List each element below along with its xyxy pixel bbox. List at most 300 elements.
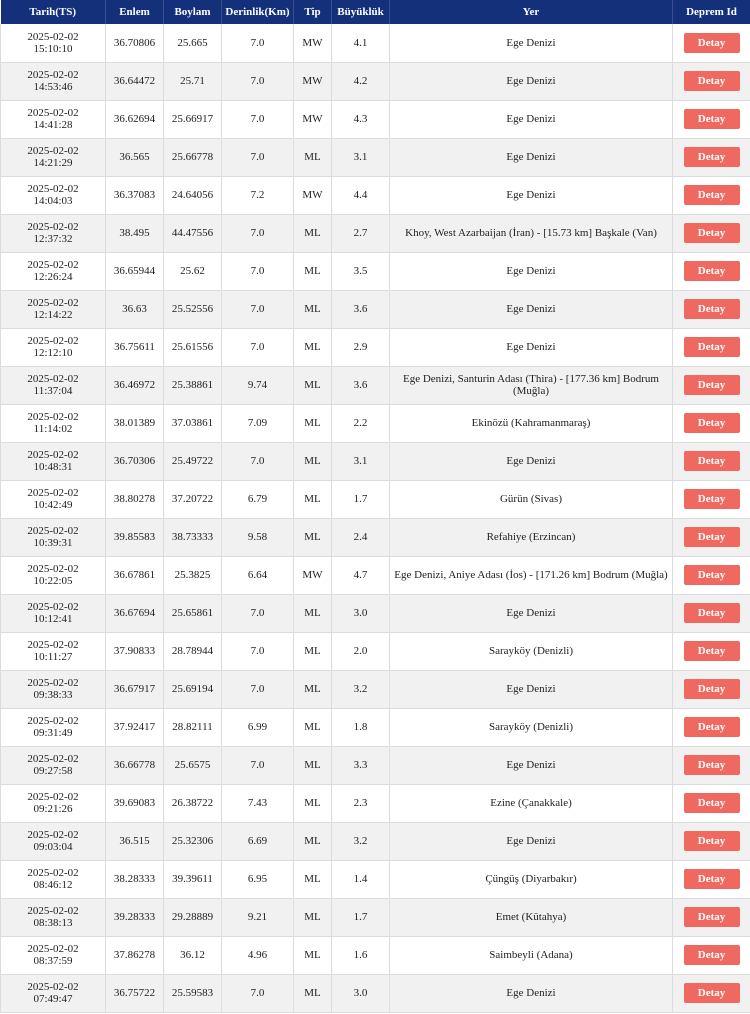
cell-latitude: 38.01389 [106, 404, 164, 442]
cell-type: ML [294, 442, 332, 480]
cell-time: 09:21:26 [33, 803, 73, 815]
cell-location: Gürün (Sivas) [390, 480, 673, 518]
cell-depth: 4.96 [222, 936, 294, 974]
cell-date: 2025-02-02 [27, 829, 79, 841]
cell-location: Ege Denizi [390, 822, 673, 860]
cell-action [673, 290, 750, 328]
cell-latitude: 36.63 [106, 290, 164, 328]
cell-location: Emet (Kütahya) [390, 898, 673, 936]
cell-date: 2025-02-02 [27, 905, 79, 917]
cell-datetime [1, 518, 106, 556]
cell-location: Ege Denizi [390, 252, 673, 290]
table-header [1, 0, 750, 24]
cell-date: 2025-02-02 [27, 335, 79, 347]
cell-location: Sarayköy (Denizli) [390, 708, 673, 746]
cell-datetime [1, 974, 106, 1012]
detail-button[interactable]: Detay [684, 147, 740, 167]
cell-magnitude: 1.8 [332, 708, 390, 746]
header-quake-id[interactable]: Deprem Id [673, 0, 750, 24]
cell-type: ML [294, 974, 332, 1012]
cell-location: Ege Denizi [390, 974, 673, 1012]
cell-type: ML [294, 936, 332, 974]
cell-date: 2025-02-02 [27, 981, 79, 993]
cell-date: 2025-02-02 [27, 373, 79, 385]
cell-type: ML [294, 670, 332, 708]
cell-datetime [1, 784, 106, 822]
cell-time: 09:31:49 [33, 727, 73, 739]
table-row [1, 480, 750, 518]
table-row [1, 594, 750, 632]
cell-action [673, 366, 750, 404]
table-row [1, 138, 750, 176]
cell-latitude: 36.67694 [106, 594, 164, 632]
table-row [1, 936, 750, 974]
cell-depth: 6.99 [222, 708, 294, 746]
cell-time: 14:41:28 [33, 119, 73, 131]
table-row [1, 290, 750, 328]
cell-type: ML [294, 214, 332, 252]
cell-type: ML [294, 632, 332, 670]
cell-depth: 9.21 [222, 898, 294, 936]
cell-location: Ezine (Çanakkale) [390, 784, 673, 822]
detail-button[interactable]: Detay [684, 261, 740, 281]
cell-action [673, 556, 750, 594]
cell-latitude: 36.67917 [106, 670, 164, 708]
cell-depth: 7.0 [222, 24, 294, 62]
cell-time: 11:14:02 [33, 423, 73, 435]
cell-depth: 6.64 [222, 556, 294, 594]
detail-button[interactable]: Detay [684, 527, 740, 547]
cell-depth: 7.09 [222, 404, 294, 442]
cell-location: Ege Denizi [390, 290, 673, 328]
cell-magnitude: 2.3 [332, 784, 390, 822]
cell-magnitude: 3.6 [332, 366, 390, 404]
cell-action [673, 784, 750, 822]
detail-button[interactable]: Detay [684, 983, 740, 1003]
cell-datetime [1, 442, 106, 480]
cell-type: ML [294, 518, 332, 556]
cell-depth: 7.0 [222, 290, 294, 328]
table-row [1, 214, 750, 252]
table-row [1, 670, 750, 708]
detail-button[interactable]: Detay [684, 641, 740, 661]
cell-time: 10:22:05 [33, 575, 73, 587]
cell-magnitude: 2.9 [332, 328, 390, 366]
cell-latitude: 36.70806 [106, 24, 164, 62]
cell-date: 2025-02-02 [27, 677, 79, 689]
cell-latitude: 36.62694 [106, 100, 164, 138]
cell-depth: 7.0 [222, 632, 294, 670]
detail-button[interactable]: Detay [684, 869, 740, 889]
cell-latitude: 38.28333 [106, 860, 164, 898]
cell-longitude: 25.71 [164, 62, 222, 100]
cell-time: 15:10:10 [33, 42, 73, 55]
detail-button[interactable]: Detay [684, 337, 740, 357]
cell-datetime [1, 480, 106, 518]
cell-location: Ege Denizi [390, 442, 673, 480]
header-latitude[interactable]: Enlem [106, 0, 164, 24]
cell-magnitude: 3.6 [332, 290, 390, 328]
cell-type: ML [294, 860, 332, 898]
cell-location: Ege Denizi [390, 670, 673, 708]
cell-location: Ege Denizi, Aniye Adası (İos) - [171.26 km] Bodrum (Muğla) [390, 556, 673, 594]
cell-magnitude: 2.0 [332, 632, 390, 670]
cell-latitude: 36.515 [106, 822, 164, 860]
cell-datetime [1, 860, 106, 898]
cell-datetime [1, 632, 106, 670]
cell-depth: 7.0 [222, 442, 294, 480]
cell-depth: 7.0 [222, 138, 294, 176]
cell-magnitude: 3.2 [332, 670, 390, 708]
cell-location: Khoy, West Azarbaijan (İran) - [15.73 km] Başkale (Van) [390, 214, 673, 252]
cell-latitude: 36.37083 [106, 176, 164, 214]
cell-time: 07:49:47 [33, 993, 73, 1005]
header-depth[interactable]: Derinlik(Km) [222, 0, 294, 24]
cell-longitude: 24.64056 [164, 176, 222, 214]
cell-depth: 7.2 [222, 176, 294, 214]
cell-action [673, 936, 750, 974]
cell-location: Ege Denizi [390, 100, 673, 138]
cell-action [673, 632, 750, 670]
table-row [1, 974, 750, 1012]
detail-button[interactable]: Detay [684, 945, 740, 965]
detail-button[interactable]: Detay [684, 755, 740, 775]
cell-latitude: 39.69083 [106, 784, 164, 822]
cell-date: 2025-02-02 [27, 69, 79, 81]
cell-type: MW [294, 62, 332, 100]
header-magnitude[interactable]: Büyüklük [332, 0, 390, 24]
cell-latitude: 36.67861 [106, 556, 164, 594]
cell-action [673, 822, 750, 860]
cell-location: Ege Denizi [390, 138, 673, 176]
cell-time: 12:37:32 [33, 233, 73, 245]
cell-action [673, 62, 750, 100]
cell-type: ML [294, 594, 332, 632]
cell-latitude: 36.66778 [106, 746, 164, 784]
cell-date: 2025-02-02 [27, 449, 79, 461]
cell-longitude: 37.03861 [164, 404, 222, 442]
cell-location: Sarayköy (Denizli) [390, 632, 673, 670]
cell-type: ML [294, 480, 332, 518]
cell-date: 2025-02-02 [27, 107, 79, 119]
table-row [1, 100, 750, 138]
cell-action [673, 974, 750, 1012]
cell-type: MW [294, 24, 332, 62]
cell-date: 2025-02-02 [27, 639, 79, 651]
cell-time: 10:42:49 [33, 499, 73, 511]
cell-depth: 7.43 [222, 784, 294, 822]
cell-depth: 7.0 [222, 670, 294, 708]
cell-date: 2025-02-02 [27, 487, 79, 499]
cell-magnitude: 3.5 [332, 252, 390, 290]
cell-location: Ege Denizi [390, 62, 673, 100]
cell-time: 09:27:58 [33, 765, 73, 777]
cell-longitude: 29.28889 [164, 898, 222, 936]
cell-latitude: 37.92417 [106, 708, 164, 746]
cell-date: 2025-02-02 [27, 867, 79, 879]
cell-longitude: 25.6575 [164, 746, 222, 784]
cell-magnitude: 1.6 [332, 936, 390, 974]
cell-type: MW [294, 100, 332, 138]
cell-magnitude: 2.4 [332, 518, 390, 556]
cell-action [673, 442, 750, 480]
cell-datetime [1, 746, 106, 784]
cell-magnitude: 4.4 [332, 176, 390, 214]
cell-datetime [1, 290, 106, 328]
detail-button[interactable]: Detay [684, 33, 740, 53]
cell-magnitude: 1.7 [332, 898, 390, 936]
cell-datetime [1, 328, 106, 366]
detail-button[interactable]: Detay [684, 223, 740, 243]
table-row [1, 62, 750, 100]
table-row [1, 442, 750, 480]
cell-depth: 7.0 [222, 62, 294, 100]
table-row [1, 860, 750, 898]
cell-datetime [1, 936, 106, 974]
cell-datetime [1, 252, 106, 290]
cell-date: 2025-02-02 [27, 221, 79, 233]
cell-time: 08:37:59 [33, 955, 73, 967]
cell-date: 2025-02-02 [27, 563, 79, 575]
table-row [1, 252, 750, 290]
cell-location: Ege Denizi [390, 746, 673, 784]
cell-time: 14:04:03 [33, 195, 73, 207]
cell-date: 2025-02-02 [27, 297, 79, 309]
detail-button[interactable]: Detay [684, 299, 740, 319]
header-location[interactable]: Yer [390, 0, 673, 24]
table-row [1, 746, 750, 784]
detail-button[interactable]: Detay [684, 565, 740, 585]
table-row [1, 328, 750, 366]
table-row [1, 366, 750, 404]
cell-time: 11:37:04 [33, 385, 73, 397]
cell-time: 12:26:24 [33, 271, 73, 283]
cell-longitude: 28.78944 [164, 632, 222, 670]
table-body [1, 24, 750, 1012]
detail-button[interactable]: Detay [684, 679, 740, 699]
cell-longitude: 25.65861 [164, 594, 222, 632]
header-date[interactable]: Tarih(TS) [1, 0, 106, 24]
cell-type: ML [294, 784, 332, 822]
cell-depth: 7.0 [222, 594, 294, 632]
cell-action [673, 214, 750, 252]
table-row [1, 404, 750, 442]
cell-location: Ekinözü (Kahramanmaraş) [390, 404, 673, 442]
cell-latitude: 36.65944 [106, 252, 164, 290]
cell-action [673, 176, 750, 214]
cell-action [673, 708, 750, 746]
cell-datetime [1, 670, 106, 708]
cell-longitude: 25.49722 [164, 442, 222, 480]
cell-longitude: 25.38861 [164, 366, 222, 404]
cell-datetime [1, 898, 106, 936]
table-row [1, 518, 750, 556]
detail-button[interactable]: Detay [684, 489, 740, 509]
cell-latitude: 36.75611 [106, 328, 164, 366]
cell-longitude: 38.73333 [164, 518, 222, 556]
cell-depth: 7.0 [222, 214, 294, 252]
cell-location: Refahiye (Erzincan) [390, 518, 673, 556]
cell-date: 2025-02-02 [27, 525, 79, 537]
header-longitude[interactable]: Boylam [164, 0, 222, 24]
cell-type: ML [294, 898, 332, 936]
cell-magnitude: 4.2 [332, 62, 390, 100]
detail-button[interactable]: Detay [684, 717, 740, 737]
cell-type: MW [294, 176, 332, 214]
cell-type: ML [294, 366, 332, 404]
cell-longitude: 44.47556 [164, 214, 222, 252]
cell-action [673, 138, 750, 176]
cell-time: 09:38:33 [33, 689, 73, 701]
cell-action [673, 328, 750, 366]
cell-magnitude: 2.2 [332, 404, 390, 442]
cell-magnitude: 1.7 [332, 480, 390, 518]
cell-depth: 7.0 [222, 328, 294, 366]
cell-longitude: 25.66778 [164, 138, 222, 176]
cell-time: 10:12:41 [33, 613, 73, 625]
cell-datetime [1, 100, 106, 138]
cell-latitude: 37.86278 [106, 936, 164, 974]
cell-date: 2025-02-02 [27, 411, 79, 423]
detail-button[interactable]: Detay [684, 793, 740, 813]
cell-time: 10:11:27 [33, 651, 73, 663]
cell-date: 2025-02-02 [27, 183, 79, 195]
cell-type: MW [294, 556, 332, 594]
cell-depth: 6.95 [222, 860, 294, 898]
cell-type: ML [294, 708, 332, 746]
cell-action [673, 594, 750, 632]
cell-time: 12:14:22 [33, 309, 73, 321]
cell-date: 2025-02-02 [27, 259, 79, 271]
cell-location: Çüngüş (Diyarbakır) [390, 860, 673, 898]
detail-button[interactable]: Detay [684, 907, 740, 927]
cell-depth: 7.0 [222, 252, 294, 290]
cell-location: Ege Denizi [390, 328, 673, 366]
detail-button[interactable]: Detay [684, 375, 740, 395]
header-type[interactable]: Tip [294, 0, 332, 24]
cell-latitude: 36.70306 [106, 442, 164, 480]
cell-action [673, 480, 750, 518]
cell-type: ML [294, 746, 332, 784]
cell-type: ML [294, 404, 332, 442]
cell-depth: 7.0 [222, 746, 294, 784]
cell-magnitude: 3.2 [332, 822, 390, 860]
cell-latitude: 37.90833 [106, 632, 164, 670]
cell-action [673, 670, 750, 708]
cell-action [673, 746, 750, 784]
table-row [1, 898, 750, 936]
detail-button[interactable]: Detay [684, 109, 740, 129]
cell-date: 2025-02-02 [27, 943, 79, 955]
table-row [1, 556, 750, 594]
cell-longitude: 25.52556 [164, 290, 222, 328]
detail-button[interactable]: Detay [684, 831, 740, 851]
cell-longitude: 25.3825 [164, 556, 222, 594]
cell-date: 2025-02-02 [27, 145, 79, 157]
cell-action [673, 518, 750, 556]
cell-latitude: 36.64472 [106, 62, 164, 100]
cell-latitude: 36.75722 [106, 974, 164, 1012]
cell-latitude: 38.80278 [106, 480, 164, 518]
cell-longitude: 39.39611 [164, 860, 222, 898]
cell-longitude: 37.20722 [164, 480, 222, 518]
cell-depth: 9.58 [222, 518, 294, 556]
cell-action [673, 898, 750, 936]
cell-depth: 7.0 [222, 974, 294, 1012]
cell-latitude: 38.495 [106, 214, 164, 252]
cell-action [673, 24, 750, 62]
cell-location: Ege Denizi, Santurin Adası (Thira) - [177.36 km] Bodrum (Muğla) [390, 366, 673, 404]
detail-button[interactable]: Detay [684, 185, 740, 205]
cell-date: 2025-02-02 [27, 30, 79, 43]
cell-time: 09:03:04 [33, 841, 73, 853]
cell-depth: 7.0 [222, 100, 294, 138]
table-row [1, 24, 750, 62]
cell-longitude: 25.61556 [164, 328, 222, 366]
cell-magnitude: 3.0 [332, 974, 390, 1012]
cell-magnitude: 3.1 [332, 138, 390, 176]
cell-time: 12:12:10 [33, 347, 73, 359]
cell-latitude: 36.565 [106, 138, 164, 176]
cell-datetime [1, 176, 106, 214]
cell-type: ML [294, 138, 332, 176]
cell-depth: 9.74 [222, 366, 294, 404]
cell-action [673, 404, 750, 442]
cell-datetime [1, 822, 106, 860]
detail-button[interactable]: Detay [684, 413, 740, 433]
cell-depth: 6.69 [222, 822, 294, 860]
table-row [1, 176, 750, 214]
cell-location: Ege Denizi [390, 24, 673, 62]
cell-location: Ege Denizi [390, 176, 673, 214]
cell-time: 08:38:13 [33, 917, 73, 929]
cell-action [673, 252, 750, 290]
cell-time: 14:21:29 [33, 157, 73, 169]
cell-type: ML [294, 290, 332, 328]
cell-magnitude: 3.1 [332, 442, 390, 480]
table-row [1, 708, 750, 746]
cell-date: 2025-02-02 [27, 601, 79, 613]
cell-longitude: 25.665 [164, 24, 222, 62]
cell-magnitude: 4.1 [332, 24, 390, 62]
cell-longitude: 25.32306 [164, 822, 222, 860]
cell-datetime [1, 138, 106, 176]
cell-magnitude: 4.7 [332, 556, 390, 594]
cell-datetime [1, 214, 106, 252]
detail-button[interactable]: Detay [684, 603, 740, 623]
cell-time: 08:46:12 [33, 879, 73, 891]
cell-datetime [1, 708, 106, 746]
table-row [1, 784, 750, 822]
cell-longitude: 28.82111 [164, 708, 222, 746]
cell-type: ML [294, 822, 332, 860]
cell-latitude: 39.28333 [106, 898, 164, 936]
cell-latitude: 39.85583 [106, 518, 164, 556]
cell-datetime [1, 594, 106, 632]
cell-datetime [1, 366, 106, 404]
cell-action [673, 100, 750, 138]
cell-date: 2025-02-02 [27, 715, 79, 727]
cell-datetime [1, 556, 106, 594]
cell-longitude: 25.59583 [164, 974, 222, 1012]
cell-latitude: 36.46972 [106, 366, 164, 404]
detail-button[interactable]: Detay [684, 71, 740, 91]
cell-time: 14:53:46 [33, 81, 73, 93]
cell-date: 2025-02-02 [27, 791, 79, 803]
cell-magnitude: 2.7 [332, 214, 390, 252]
detail-button[interactable]: Detay [684, 451, 740, 471]
table-row [1, 632, 750, 670]
